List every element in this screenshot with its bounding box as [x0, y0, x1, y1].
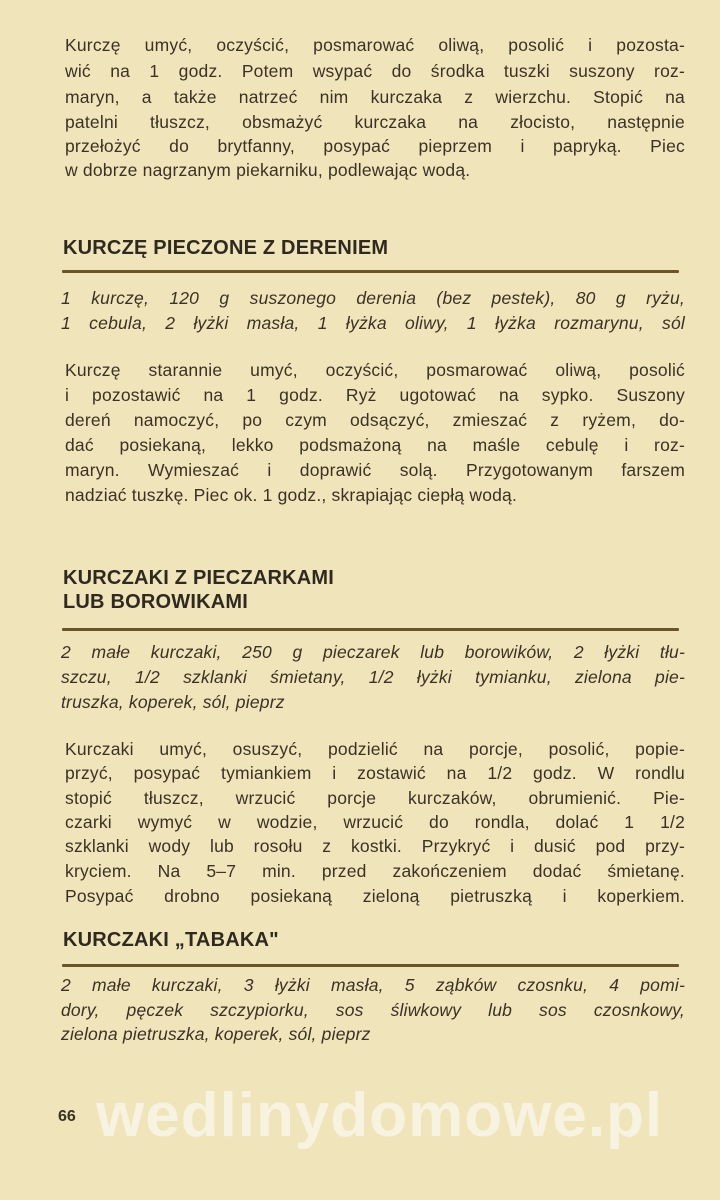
recipe-title: KURCZAKI Z PIECZARKAMI	[63, 567, 335, 589]
method-line: przyć, posypać tymiankiem i zostawić na 1/2 godz. W rondlu	[65, 763, 685, 783]
ingredients-line: 2 małe kurczaki, 3 łyżki masła, 5 ząbków czosnku, 4 pomi-	[61, 975, 685, 995]
text-line: patelni tłuszcz, obsmażyć kurczaka na złocisto, następnie	[65, 112, 685, 132]
page-number: 66	[58, 1108, 76, 1125]
method-line: kryciem. Na 5–7 min. przed zakończeniem dodać śmietanę.	[65, 861, 685, 881]
method-line: nadziać tuszkę. Piec ok. 1 godz., skrapiając ciepłą wodą.	[65, 485, 518, 505]
method-line: szklanki wody lub rosołu z kostki. Przykryć i dusić pod przy-	[65, 836, 685, 856]
recipe-title: LUB BOROWIKAMI	[63, 591, 248, 613]
text-line: przełożyć do brytfanny, posypać pieprzem i papryką. Piec	[65, 136, 685, 156]
method-line: czarki wymyć w wodzie, wrzucić do rondla, dolać 1 1/2	[65, 812, 685, 832]
recipe-title: KURCZĘ PIECZONE Z DERENIEM	[63, 237, 389, 259]
method-line: i pozostawić na 1 godz. Ryż ugotować na sypko. Suszony	[65, 385, 685, 405]
text-line: w dobrze nagrzanym piekarniku, podlewając wodą.	[65, 160, 471, 180]
method-line: Posypać drobno posiekaną zieloną pietruszką i koperkiem.	[65, 886, 685, 906]
ingredients-line: 1 cebula, 2 łyżki masła, 1 łyżka oliwy, 1 łyżka rozmarynu, sól	[61, 313, 685, 333]
ingredients-line: dory, pęczek szczypiorku, sos śliwkowy lub sos czosnkowy,	[61, 1000, 685, 1020]
text-line: wić na 1 godz. Potem wsypać do środka tuszki suszony roz-	[65, 61, 685, 81]
ingredients-line: truszka, koperek, sól, pieprz	[61, 692, 285, 712]
watermark: wedlinydomowe.pl	[96, 1081, 664, 1150]
method-line: Kurczę starannie umyć, oczyścić, posmarować oliwą, posolić	[65, 360, 685, 380]
title-rule	[62, 964, 679, 967]
ingredients-line: szczu, 1/2 szklanki śmietany, 1/2 łyżki tymianku, zielona pie-	[61, 667, 685, 687]
text-line: Kurczę umyć, oczyścić, posmarować oliwą, posolić i pozosta-	[65, 35, 685, 55]
ingredients-line: zielona pietruszka, koperek, sól, pieprz	[61, 1024, 371, 1044]
method-line: dereń namoczyć, po czym odsączyć, zmieszać z ryżem, do-	[65, 410, 685, 430]
recipe-title: KURCZAKI „TABAKA"	[63, 929, 279, 951]
method-line: maryn. Wymieszać i doprawić solą. Przygotowanym farszem	[65, 460, 685, 480]
title-rule	[62, 628, 679, 631]
title-rule	[62, 270, 679, 273]
method-line: Kurczaki umyć, osuszyć, podzielić na porcje, posolić, popie-	[65, 739, 685, 759]
method-line: stopić tłuszcz, wrzucić porcje kurczaków, obrumienić. Pie-	[65, 788, 685, 808]
text-line: maryn, a także natrzeć nim kurczaka z wierzchu. Stopić na	[65, 87, 685, 107]
ingredients-line: 2 małe kurczaki, 250 g pieczarek lub borowików, 2 łyżki tłu-	[61, 642, 685, 662]
ingredients-line: 1 kurczę, 120 g suszonego derenia (bez pestek), 80 g ryżu,	[61, 288, 685, 308]
method-line: dać posiekaną, lekko podsmażoną na maśle cebulę i roz-	[65, 435, 685, 455]
